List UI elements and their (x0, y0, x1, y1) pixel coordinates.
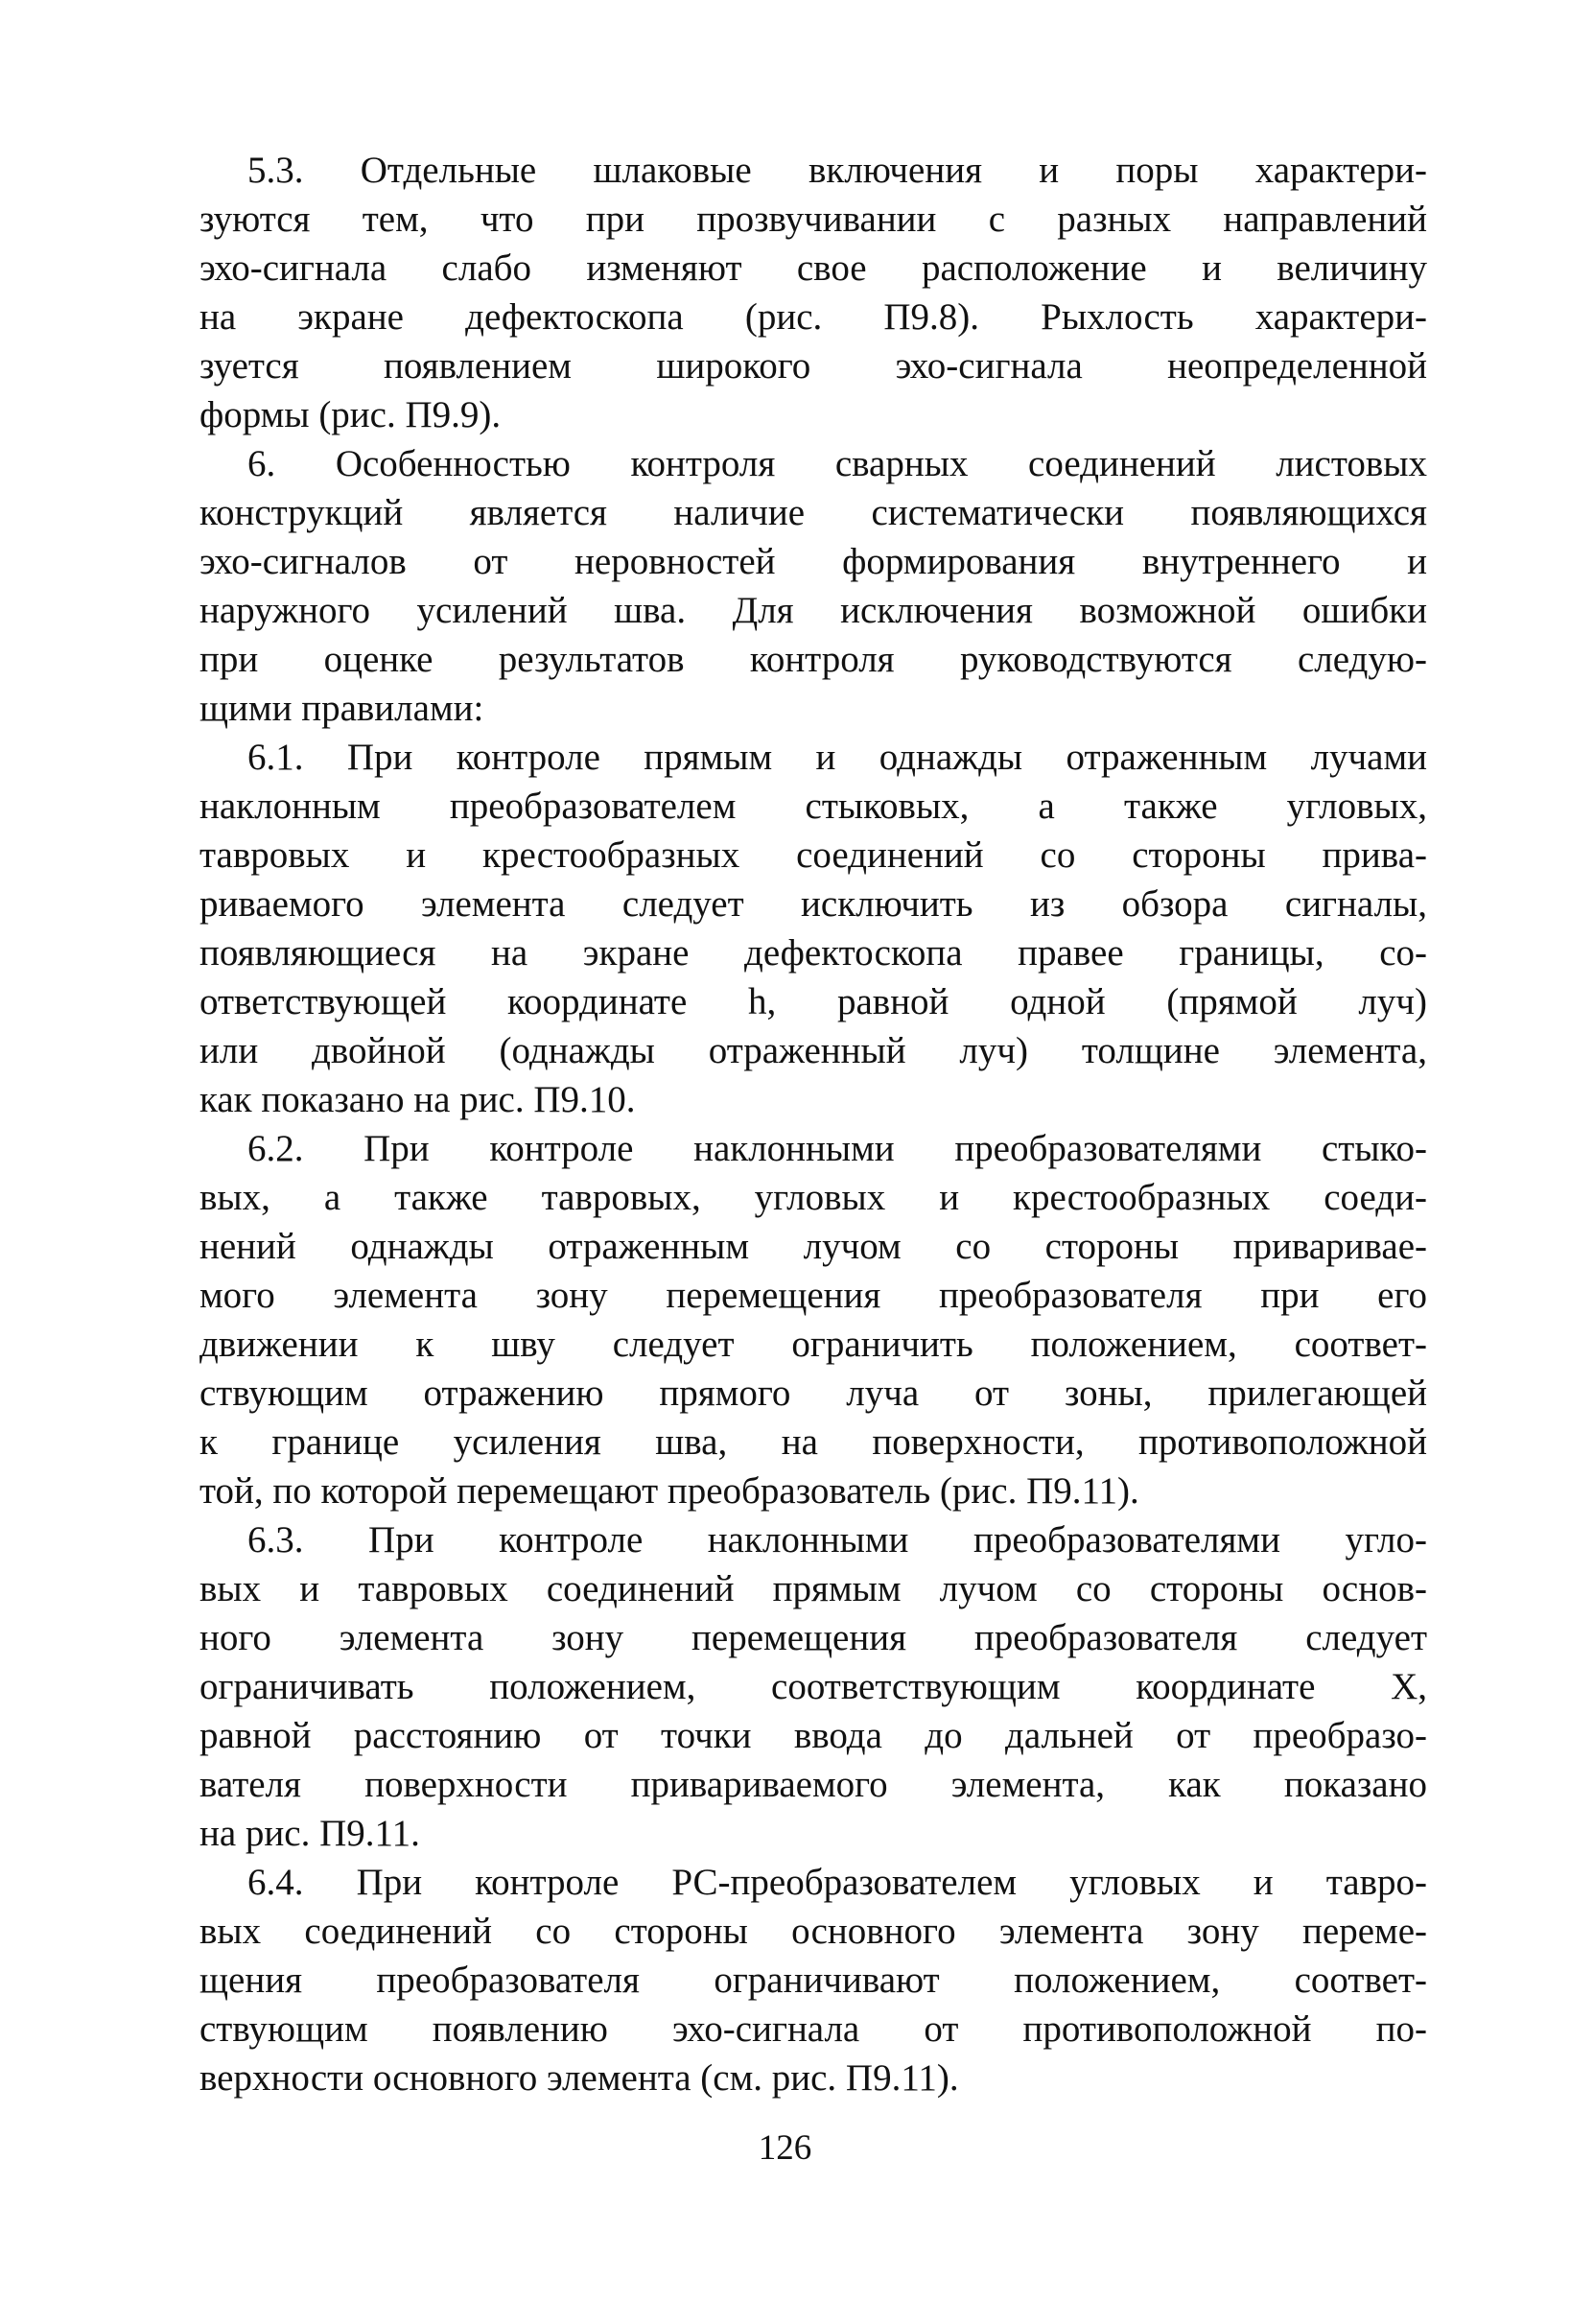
text-line: эхо-сигналов от неровностей формирования внутреннего и (199, 541, 1427, 582)
text-line: движении к шву следует ограничить положением, соответ- (199, 1324, 1427, 1365)
text-line: 6.3. При контроле наклонными преобразователями угло- (247, 1519, 1427, 1561)
text-line: формы (рис. П9.9). (199, 394, 502, 435)
text-line: риваемого элемента следует исключить из обзора сигналы, (199, 883, 1427, 925)
text-line: к границе усиления шва, на поверхности, противоположной (199, 1421, 1427, 1463)
text-line: вателя поверхности привариваемого элемента, как показано (199, 1764, 1427, 1805)
text-line: зуется появлением широкого эхо-сигнала неопределенной (199, 345, 1427, 387)
page-number: 126 (758, 2128, 812, 2168)
text-line: ствующим появлению эхо-сигнала от противоположной по- (199, 2008, 1427, 2050)
text-line: той, по которой перемещают преобразователь (рис. П9.11). (199, 1470, 1139, 1512)
text-line: ограничивать положением, соответствующим координате X, (199, 1666, 1427, 1707)
text-line: щения преобразователя ограничивают положением, соответ- (199, 1960, 1427, 2001)
text-line: 6.4. При контроле РС-преобразователем угловых и тавро- (247, 1862, 1427, 1903)
text-line: зуются тем, что при прозвучивании с разных направлений (199, 199, 1427, 240)
paragraph-6-4 (199, 1858, 1427, 2102)
text-line: вых, а также тавровых, угловых и крестообразных соеди- (199, 1177, 1427, 1218)
text-line: конструкций является наличие систематически появляющихся (199, 492, 1427, 533)
text-line: равной расстоянию от точки ввода до дальней от преобразо- (199, 1715, 1427, 1756)
text-line: ответствующей координате h, равной одной (прямой луч) (199, 981, 1427, 1022)
text-line: 6. Особенностью контроля сварных соединений листовых (247, 443, 1427, 484)
text-line: щими правилами: (199, 688, 484, 729)
paragraph-6-1 (199, 733, 1427, 1124)
text-line: как показано на рис. П9.10. (199, 1079, 636, 1120)
text-line: ного элемента зону перемещения преобразователя следует (199, 1617, 1427, 1658)
text-line: наклонным преобразователем стыковых, а также угловых, (199, 786, 1427, 827)
paragraph-6-3 (199, 1515, 1427, 1858)
paragraph-6-2 (199, 1124, 1427, 1515)
text-line: или двойной (однажды отраженный луч) толщине элемента, (199, 1030, 1427, 1071)
text-line: ствующим отражению прямого луча от зоны, прилегающей (199, 1373, 1427, 1414)
text-line: 6.2. При контроле наклонными преобразователями стыко- (247, 1128, 1427, 1169)
text-line: вых соединений со стороны основного элемента зону переме- (199, 1911, 1427, 1952)
text-line: мого элемента зону перемещения преобразователя при его (199, 1275, 1427, 1316)
text-line: 5.3. Отдельные шлаковые включения и поры характери- (247, 150, 1427, 191)
text-line: наружного усилений шва. Для исключения возможной ошибки (199, 590, 1427, 631)
text-line: появляющиеся на экране дефектоскопа правее границы, со- (199, 932, 1427, 974)
body-text (199, 146, 1427, 2102)
text-line: на экране дефектоскопа (рис. П9.8). Рыхлость характери- (199, 296, 1427, 338)
text-line: 6.1. При контроле прямым и однажды отраженным лучами (247, 737, 1427, 778)
text-line: эхо-сигнала слабо изменяют свое расположение и величину (199, 247, 1427, 289)
text-line: нений однажды отраженным лучом со стороны привариваe- (199, 1226, 1427, 1267)
text-line: вых и тавровых соединений прямым лучом со стороны основ- (199, 1568, 1427, 1609)
text-line: тавровых и крестообразных соединений со стороны прива- (199, 834, 1427, 876)
paragraph-6 (199, 439, 1427, 733)
paragraph-5-3 (199, 146, 1427, 439)
text-line: на рис. П9.11. (199, 1813, 420, 1854)
text-line: верхности основного элемента (см. рис. П9.11). (199, 2057, 959, 2099)
text-line: при оценке результатов контроля руководствуются следую- (199, 639, 1427, 680)
